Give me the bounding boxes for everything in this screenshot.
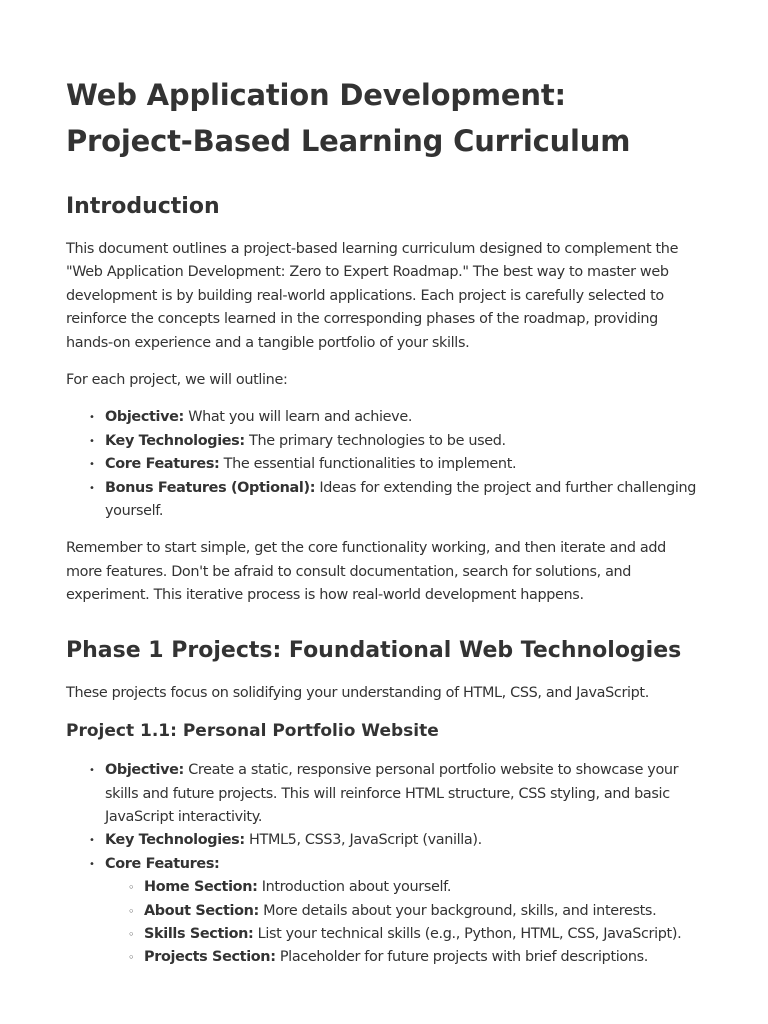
list-item-text: The primary technologies to be used. bbox=[244, 432, 506, 449]
list-item-term: Key Technologies: bbox=[105, 432, 245, 449]
list-item-text: The essential functionalities to implement. bbox=[219, 456, 517, 473]
core-features-list bbox=[105, 876, 702, 970]
intro-heading: Introduction bbox=[66, 194, 220, 219]
list-item bbox=[105, 923, 702, 946]
list-item-term: Objective: bbox=[105, 409, 184, 426]
list-item-term: Core Features: bbox=[105, 855, 220, 872]
list-item-text: What you will learn and achieve. bbox=[183, 409, 413, 426]
list-item-text: Introduction about yourself. bbox=[257, 879, 452, 896]
list-item bbox=[66, 829, 702, 852]
list-item bbox=[66, 453, 702, 476]
intro-paragraph: This document outlines a project-based learning curriculum designed to complement the "Web Application Development: Zero to Expert Roadmap." The best way to master web development is by building real-world applications. Each project is carefully selected to reinforce the concepts learned in the corresponding phases of the roadmap, providing hands-on experience and a tangible portfolio of your skills. bbox=[66, 241, 679, 351]
project-heading: Project 1.1: Personal Portfolio Website bbox=[66, 721, 439, 742]
list-item-text: Create a static, responsive personal portfolio website to showcase your skills and future projects. This will reinforce HTML structure, CSS styling, and basic JavaScript interactivity. bbox=[105, 762, 679, 825]
phase1-heading: Phase 1 Projects: Foundational Web Technologies bbox=[66, 637, 682, 663]
list-item bbox=[105, 900, 702, 923]
list-item-term: Skills Section: bbox=[144, 925, 254, 942]
list-item bbox=[105, 876, 702, 899]
list-item-term: Key Technologies: bbox=[105, 832, 245, 849]
list-item-text: Placeholder for future projects with brief descriptions. bbox=[275, 949, 649, 966]
outline-list bbox=[66, 406, 702, 523]
list-item-text: More details about your background, skills, and interests. bbox=[258, 902, 657, 919]
list-item-text: HTML5, CSS3, JavaScript (vanilla). bbox=[244, 832, 482, 849]
list-item-term: Home Section: bbox=[144, 879, 258, 896]
list-item bbox=[105, 946, 702, 969]
document-title: Web Application Development: Project-Based Learning Curriculum bbox=[66, 78, 631, 158]
list-item bbox=[66, 406, 702, 429]
list-item-term: Objective: bbox=[105, 762, 184, 779]
list-item-text: Ideas for extending the project and further challenging yourself. bbox=[105, 479, 697, 520]
list-item-term: About Section: bbox=[144, 902, 259, 919]
list-item bbox=[66, 759, 702, 829]
outline-lead: For each project, we will outline: bbox=[66, 372, 288, 389]
list-item-term: Bonus Features (Optional): bbox=[105, 479, 316, 496]
list-item bbox=[66, 430, 702, 453]
phase1-paragraph: These projects focus on solidifying your understanding of HTML, CSS, and JavaScript. bbox=[66, 684, 649, 701]
list-item-text: List your technical skills (e.g., Python, HTML, CSS, JavaScript). bbox=[253, 925, 682, 942]
project-details-list bbox=[66, 759, 702, 970]
intro-closing: Remember to start simple, get the core functionality working, and then iterate and add more features. Don't be afraid to consult documentation, search for solutions, and experiment. This iterative process is how real-world development happens. bbox=[66, 540, 666, 604]
list-item bbox=[66, 853, 702, 970]
list-item bbox=[66, 477, 702, 524]
list-item-term: Projects Section: bbox=[144, 949, 276, 966]
list-item-term: Core Features: bbox=[105, 456, 220, 473]
